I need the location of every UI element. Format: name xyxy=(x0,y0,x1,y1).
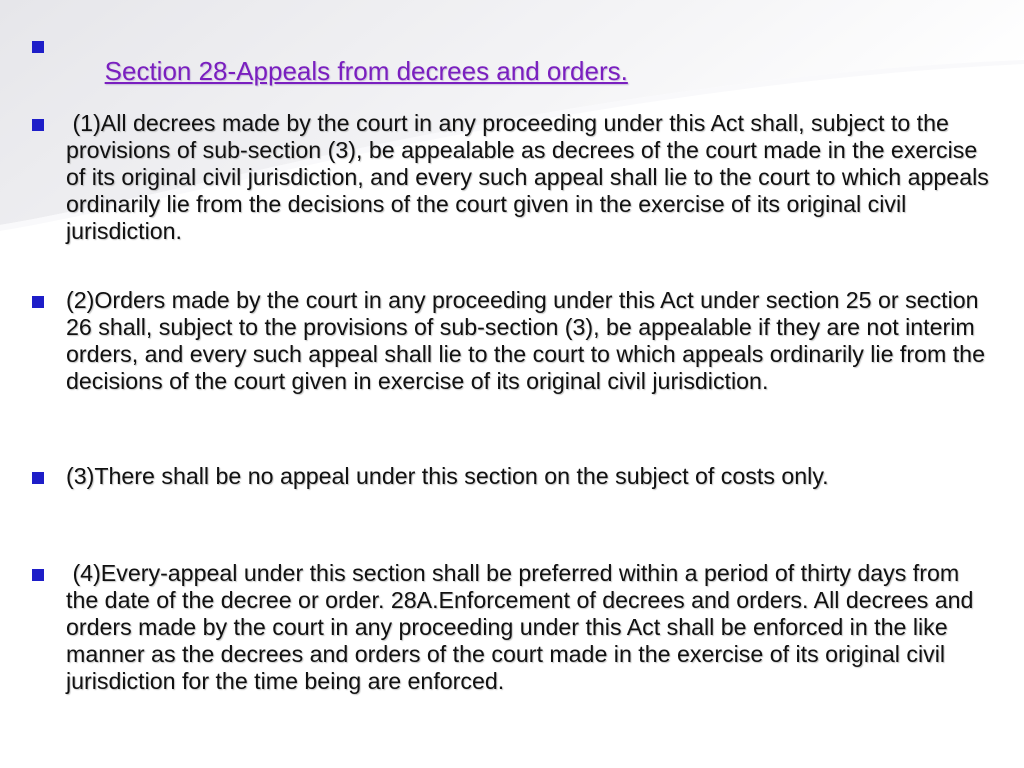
square-bullet-icon xyxy=(32,41,44,53)
square-bullet-icon xyxy=(32,119,44,131)
section-28-link[interactable]: Section 28-Appeals from decrees and orders. xyxy=(104,56,628,86)
square-bullet-icon xyxy=(32,296,44,308)
bullet-text-subsection-1: (1)All decrees made by the court in any proceeding under this Act shall, subject to the provisions of sub-section (3), be appealable as decrees of the court made in the exercise of its original civil jurisdiction, and every such appeal shall lie to the court to which appeals ordinarily lie from the decisions of the court given in the exercise of its original civil jurisdiction. xyxy=(66,110,996,244)
bullet-text-subsection-2: (2)Orders made by the court in any proceeding under this Act under section 25 or section 26 shall, subject to the provisions of sub-section (3), be appealable if they are not interim orders, and every such appeal shall lie to the court to which appeals ordinarily lie from the decisions of the court given in exercise of its original civil jurisdiction. xyxy=(66,287,992,394)
bullet-text-subsection-3: (3)There shall be no appeal under this section on the subject of costs only. xyxy=(66,463,829,489)
square-bullet-icon xyxy=(32,472,44,484)
bullet-text-subsection-4: (4)Every-appeal under this section shall be preferred within a period of thirty days from the date of the decree or order. 28A.Enforcement of decrees and orders. All decrees and orders made by the court in any proceeding under this Act shall be enforced in the like manner as the decrees and orders of the court made in the exercise of its original civil jurisdiction for the time being are enforced. xyxy=(66,560,980,694)
bullet-text-heading xyxy=(66,29,996,113)
square-bullet-icon xyxy=(32,569,44,581)
